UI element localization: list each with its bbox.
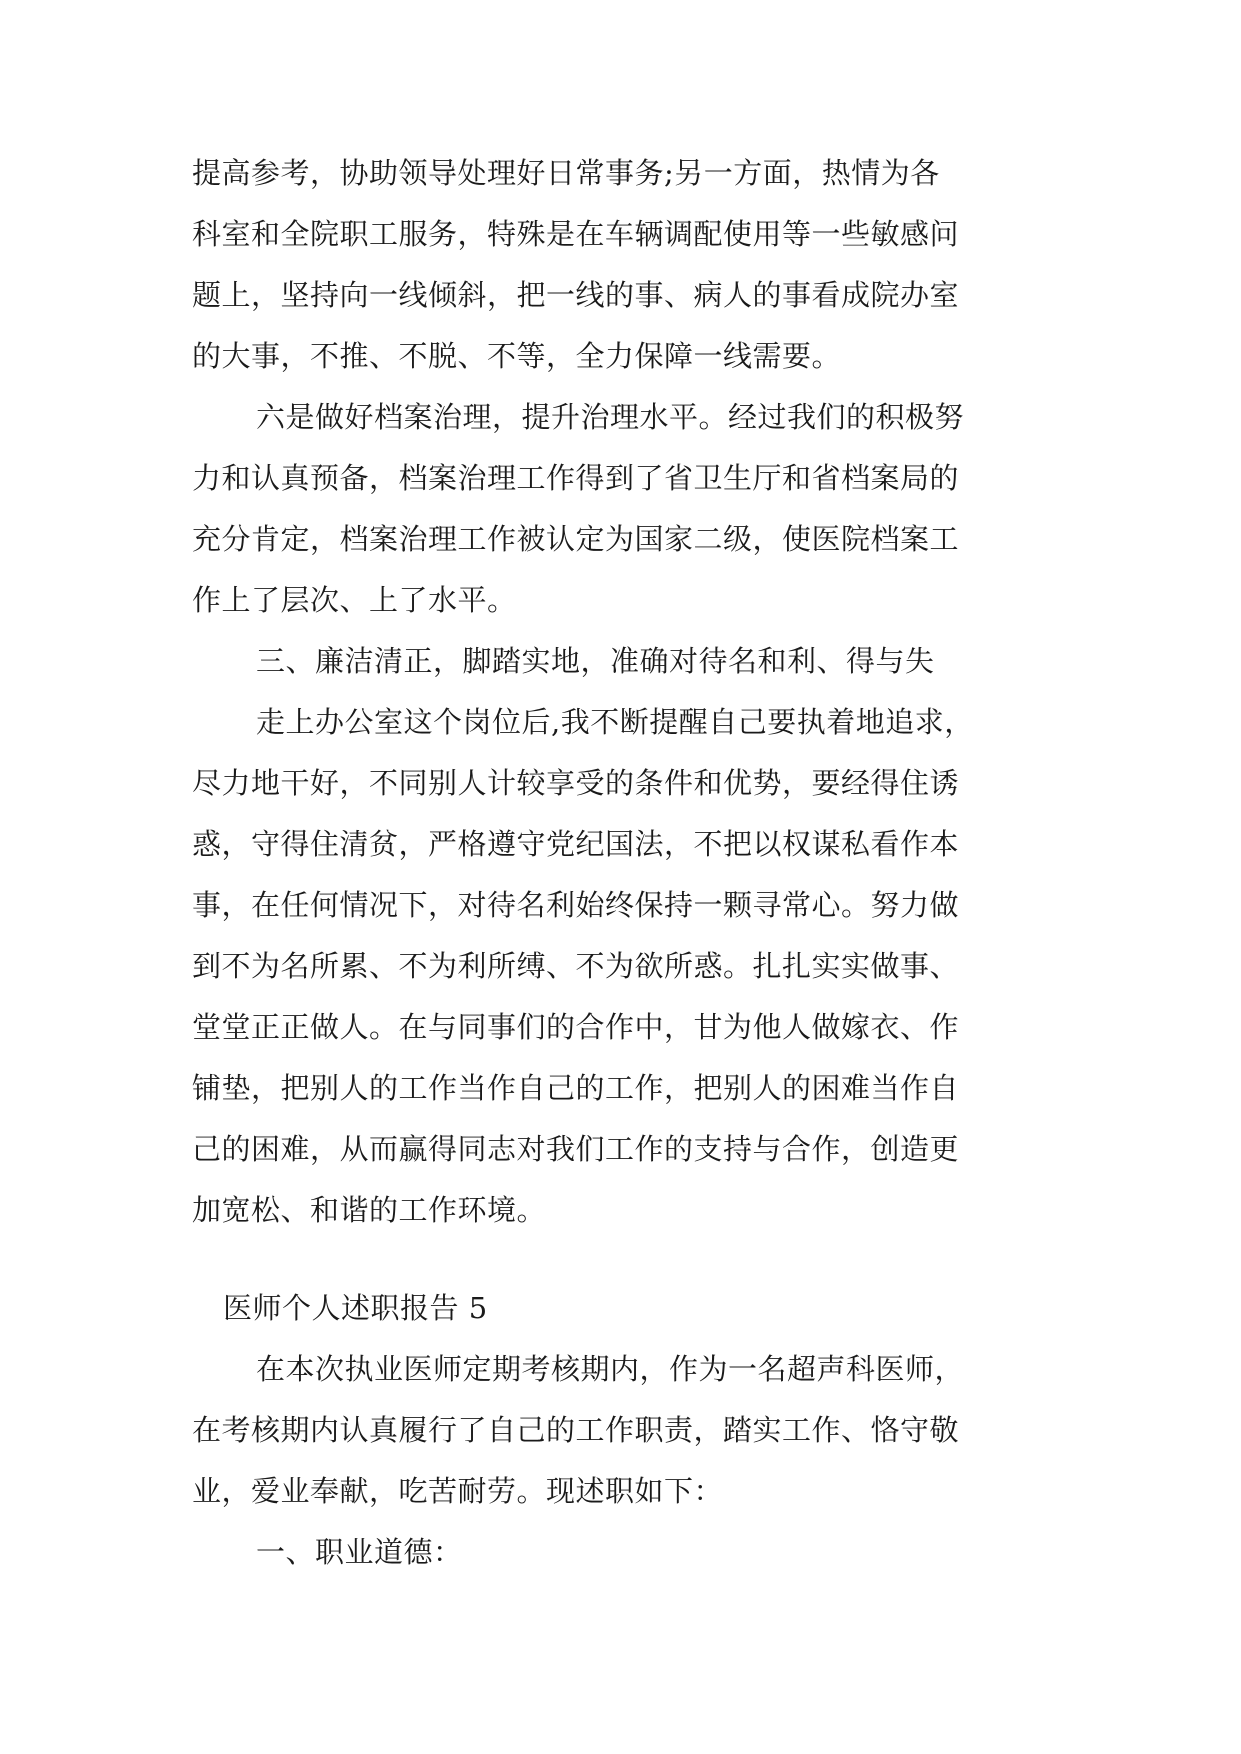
paragraph-line: 在本次执业医师定期考核期内，作为一名超声科医师， bbox=[256, 1352, 965, 1386]
paragraph-line: 六是做好档案治理，提升治理水平。经过我们的积极努 bbox=[256, 400, 965, 434]
paragraph-line: 题上，坚持向一线倾斜，把一线的事、病人的事看成院办室 bbox=[192, 278, 960, 312]
paragraph-line: 到不为名所累、不为利所缚、不为欲所惑。扎扎实实做事、 bbox=[192, 949, 960, 983]
paragraph-line: 尽力地干好，不同别人计较享受的条件和优势，要经得住诱 bbox=[192, 766, 960, 800]
paragraph-line: 己的困难，从而赢得同志对我们工作的支持与合作，创造更 bbox=[192, 1132, 960, 1166]
paragraph-line: 力和认真预备，档案治理工作得到了省卫生厅和省档案局的 bbox=[192, 461, 960, 495]
section-heading: 三、廉洁清正，脚踏实地，准确对待名和利、得与失 bbox=[256, 644, 935, 678]
paragraph-line: 加宽松、和谐的工作环境。 bbox=[192, 1193, 547, 1227]
paragraph-line: 提高参考，协助领导处理好日常事务;另一方面，热情为各 bbox=[192, 156, 940, 190]
section-heading: 一、职业道德： bbox=[256, 1535, 463, 1569]
paragraph-line: 充分肯定，档案治理工作被认定为国家二级，使医院档案工 bbox=[192, 522, 960, 556]
paragraph-line: 业，爱业奉献，吃苦耐劳。现述职如下： bbox=[192, 1474, 724, 1508]
paragraph-line: 堂堂正正做人。在与同事们的合作中，甘为他人做嫁衣、作 bbox=[192, 1010, 960, 1044]
report-title: 医师个人述职报告 5 bbox=[223, 1291, 488, 1325]
paragraph-line: 铺垫，把别人的工作当作自己的工作，把别人的困难当作自 bbox=[192, 1071, 960, 1105]
paragraph-line: 走上办公室这个岗位后,我不断提醒自己要执着地追求， bbox=[256, 705, 974, 739]
paragraph-line: 科室和全院职工服务，特殊是在车辆调配使用等一些敏感问 bbox=[192, 217, 960, 251]
paragraph-line: 在考核期内认真履行了自己的工作职责，踏实工作、恪守敬 bbox=[192, 1413, 960, 1447]
paragraph-line: 事，在任何情况下，对待名利始终保持一颗寻常心。努力做 bbox=[192, 888, 960, 922]
paragraph-line: 惑，守得住清贫，严格遵守党纪国法，不把以权谋私看作本 bbox=[192, 827, 960, 861]
paragraph-line: 的大事，不推、不脱、不等，全力保障一线需要。 bbox=[192, 339, 842, 373]
paragraph-line: 作上了层次、上了水平。 bbox=[192, 583, 517, 617]
